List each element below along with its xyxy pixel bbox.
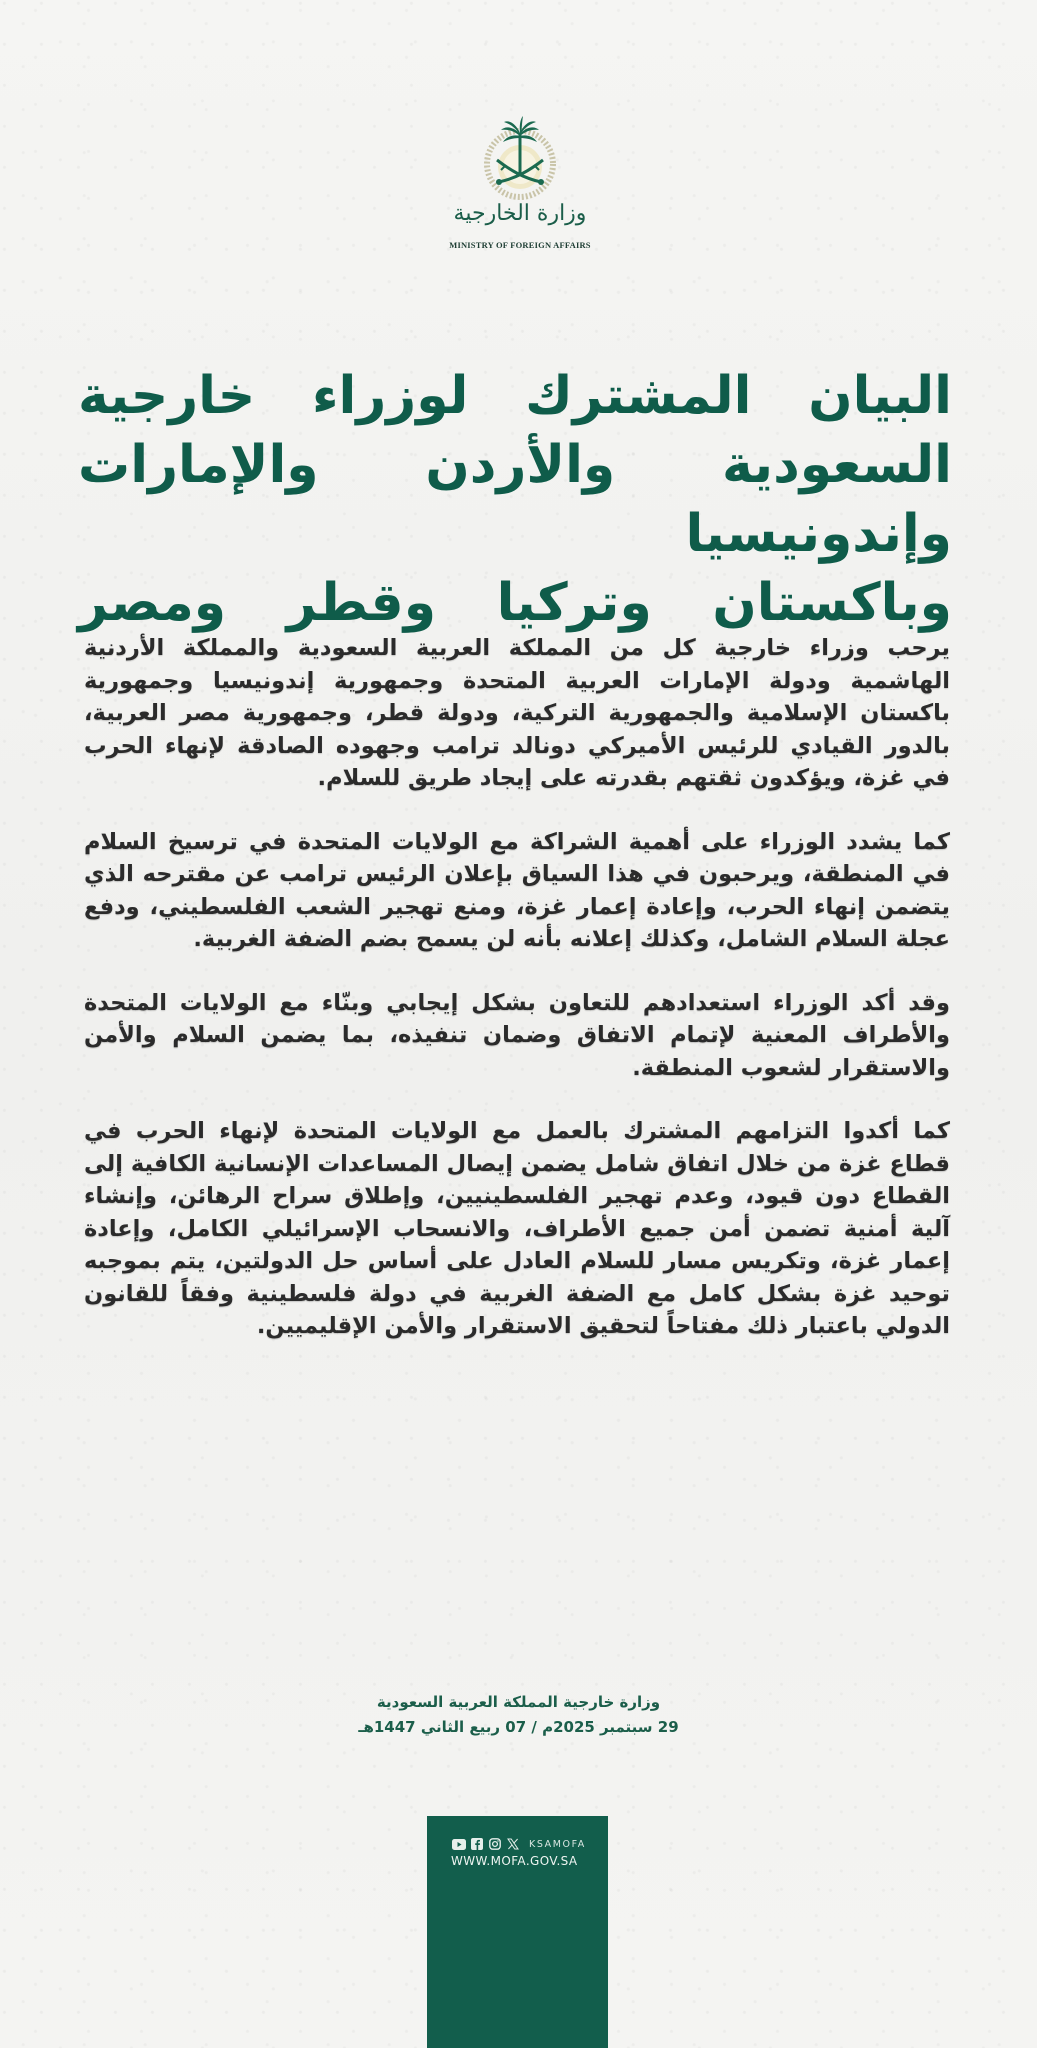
statement-body — [84, 632, 950, 1374]
paragraph-partnership: كما يشدد الوزراء على أهمية الشراكة مع الولايات المتحدة في ترسيخ السلام في المنطقة، ويرحبون في هذا السياق بإعلان الرئيس ترامب عن مقترحه الذي يتضمن إنهاء الحرب، وإعادة إعمار غزة، ومنع تهجير الشعب الفلسطيني، ودفع عجلة السلام الشامل، وكذلك إعلانه بأنه لن يسمح بضم الضفة الغربية. — [84, 828, 950, 952]
title-line: البيان المشترك لوزراء خارجية — [78, 366, 952, 426]
social-handle: KSAMOFA — [529, 1838, 586, 1850]
instagram-icon[interactable] — [488, 1838, 502, 1850]
youtube-icon[interactable] — [452, 1838, 466, 1850]
social-links — [452, 1837, 586, 1851]
facebook-icon[interactable] — [470, 1838, 484, 1850]
signature-block — [300, 1690, 737, 1740]
title-line: وباكستان وتركيا وقطر ومصر — [78, 573, 952, 633]
title-line: السعودية والأردن والإمارات وإندونيسيا — [78, 435, 952, 564]
ministry-logo — [440, 112, 600, 257]
footer-contact-box — [427, 1816, 608, 2048]
website-link[interactable]: WWW.MOFA.GOV.SA — [451, 1854, 578, 1868]
paragraph-welcome: يرحب وزراء خارجية كل من المملكة العربية السعودية والمملكة الأردنية الهاشمية ودولة الإمارات العربية المتحدة وجمهورية إندونيسيا وجمهورية باكستان الإسلامية والجمهورية التركية، ودولة قطر، وجمهورية مصر العربية، بالدور القيادي للرئيس الأميركي دونالد ترامب وجهوده الصادقة لإنهاء الحرب في غزة، ويؤكدون ثقتهم بقدرته على إيجاد طريق للسلام. — [84, 635, 950, 791]
issue-date: 29 سبتمبر 2025م / 07 ربيع الثاني 1447هـ — [358, 1718, 679, 1736]
paragraph-cooperation: وقد أكد الوزراء استعدادهم للتعاون بشكل إيجابي وبنّاء مع الولايات المتحدة والأطراف المعنية لإتمام الاتفاق وضمان تنفيذه، بما يضمن السلام والأمن والاستقرار لشعوب المنطقة. — [84, 989, 950, 1081]
ministry-name-arabic: وزارة الخارجية — [453, 201, 587, 226]
issuer-name: وزارة خارجية المملكة العربية السعودية — [376, 1693, 661, 1711]
saudi-emblem-icon — [475, 112, 565, 202]
ministry-name-english: MINISTRY OF FOREIGN AFFAIRS — [449, 240, 591, 250]
x-icon[interactable] — [506, 1838, 520, 1850]
paragraph-commitment: كما أكدوا التزامهم المشترك بالعمل مع الولايات المتحدة لإنهاء الحرب في قطاع غزة من خلال اتفاق شامل يضمن إيصال المساعدات الإنسانية الكافية إلى القطاع دون قيود، وعدم تهجير الفلسطينيين، وإطلاق سراح الرهائن، وإنشاء آلية أمنية تضمن أمن جميع الأطراف، والانسحاب الإسرائيلي الكامل، وإعادة إعمار غزة، وتكريس مسار للسلام العادل على أساس حل الدولتين، يتم بموجبه توحيد غزة بشكل كامل مع الضفة الغربية في دولة فلسطينية وفقاً للقانون الدولي باعتبار ذلك مفتاحاً لتحقيق الاستقرار والأمن الإقليميين. — [84, 1118, 950, 1339]
statement-title — [78, 362, 952, 638]
